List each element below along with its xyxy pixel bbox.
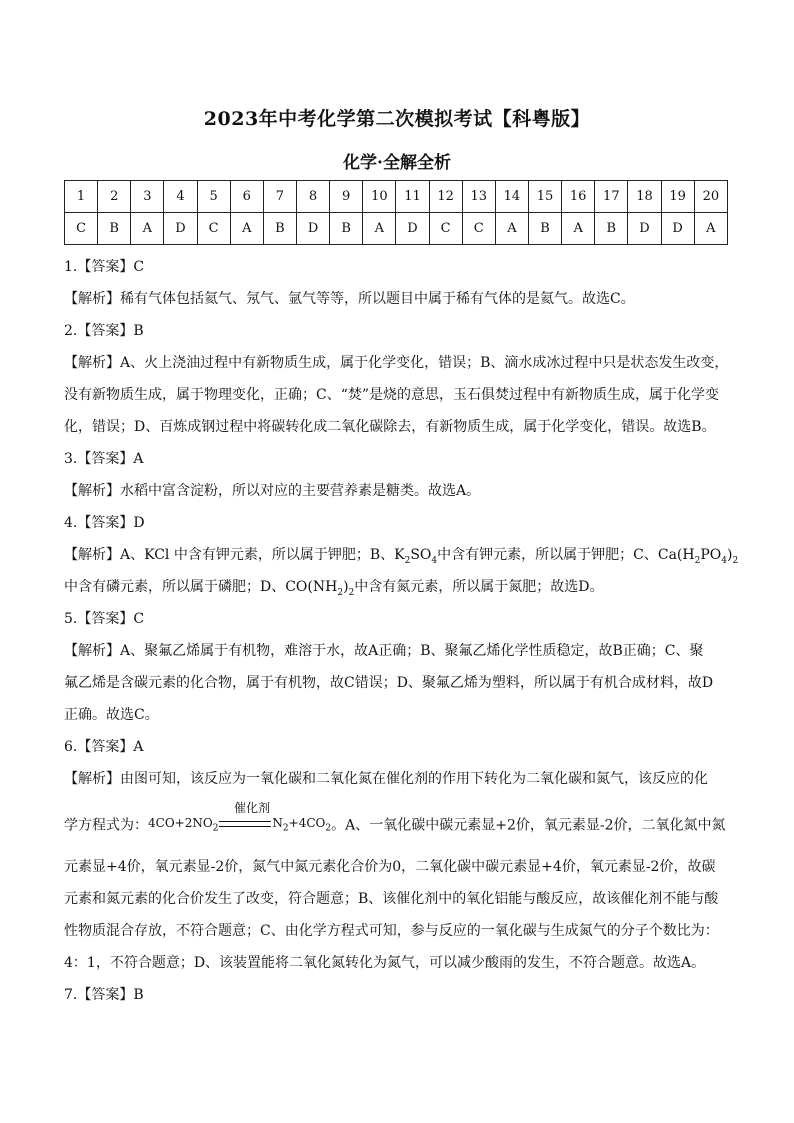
answer-letter: D <box>661 213 694 245</box>
q4-answer: 4.【答案】D <box>64 515 145 531</box>
answer-number: 13 <box>462 181 495 213</box>
q6-answer: 6.【答案】A <box>64 739 144 755</box>
answer-letter: B <box>263 213 296 245</box>
answer-number: 20 <box>694 181 727 213</box>
answer-number: 14 <box>495 181 528 213</box>
answer-letter: A <box>363 213 396 245</box>
eq-right1: N <box>272 816 283 830</box>
answer-number: 10 <box>363 181 396 213</box>
q6-analysis-line: 元素和氮元素的化合价发生了改变，符合题意；B、该催化剂中的氧化铝能与酸反应，故该催化剂不能与酸 <box>64 891 719 907</box>
q1-analysis: 【解析】稀有气体包括氦气、氖气、氩气等等，所以题目中属于稀有气体的是氦气。故选C。 <box>64 291 635 307</box>
answer-letter: A <box>562 213 595 245</box>
q4-text: ) <box>726 547 733 563</box>
chemical-equation <box>148 795 331 856</box>
answer-number: 3 <box>131 181 164 213</box>
eq-right1-sub: 2 <box>282 823 289 834</box>
answer-letter: A <box>230 213 263 245</box>
answer-letter: B <box>528 213 561 245</box>
q4-text: 【解析】A、KCl 中含有钾元素，所以属于钾肥；B、K <box>64 547 405 563</box>
answer-letter: A <box>131 213 164 245</box>
answer-letter: D <box>628 213 661 245</box>
q5-answer: 5.【答案】C <box>64 611 145 627</box>
answer-number: 11 <box>396 181 429 213</box>
q4-sub: 2 <box>404 555 411 566</box>
q4-sub: 2 <box>694 555 701 566</box>
answer-number: 17 <box>595 181 628 213</box>
answer-letter: C <box>462 213 495 245</box>
q2-answer: 2.【答案】B <box>64 323 144 339</box>
q4-text: 中含有磷元素，所以属于磷肥；D、CO(NH <box>64 579 338 595</box>
answer-letter: B <box>595 213 628 245</box>
answer-table <box>64 180 728 245</box>
answer-number: 5 <box>197 181 230 213</box>
q2-analysis-line: 化，错误；D、百炼成钢过程中将碳转化成二氧化碳除去，有新物质生成，属于化学变化，错误。故选B。 <box>64 419 716 435</box>
answer-number: 2 <box>98 181 131 213</box>
q2-analysis-line: 没有新物质生成，属于物理变化，正确；C、“焚”是烧的意思，玉石俱焚过程中有新物质生成，属于化学变 <box>64 387 720 403</box>
answer-number: 12 <box>429 181 462 213</box>
q5-analysis-line: 【解析】A、聚氟乙烯属于有机物，难溶于水，故A正确；B、聚氟乙烯化学性质稳定，故B正确；C、聚 <box>64 643 704 659</box>
answer-number: 16 <box>562 181 595 213</box>
q4-text: ) <box>343 579 349 595</box>
q4-sub: 2 <box>348 587 355 598</box>
answer-table-answer-row <box>65 213 728 245</box>
answer-number: 4 <box>164 181 197 213</box>
answer-number: 18 <box>628 181 661 213</box>
page-subtitle: 化学·全解全析 <box>343 153 451 173</box>
answer-number: 7 <box>263 181 296 213</box>
q6-analysis-line: 性物质混合存放，不符合题意；C、由化学方程式可知，参与反应的一氧化碳与生成氮气的分子个数比为： <box>64 923 719 939</box>
answer-letter: C <box>65 213 98 245</box>
eq-left: 4CO+2NO <box>148 816 213 830</box>
answer-explanations <box>64 251 739 1011</box>
answer-table-number-row <box>65 181 728 213</box>
eq-right2: +4CO <box>288 816 326 830</box>
q4-analysis-line <box>64 571 732 603</box>
answer-letter: C <box>429 213 462 245</box>
q6-analysis-line: 【解析】由图可知，该反应为一氧化碳和二氧化氮在催化剂的作用下转化为二氧化碳和氮气，该反应的化 <box>64 771 708 787</box>
eq-catalyst-label: 催化剂 <box>234 801 271 815</box>
q6-equation-line <box>64 795 732 851</box>
answer-letter: D <box>296 213 329 245</box>
answer-number: 1 <box>65 181 98 213</box>
q4-sub: 4 <box>431 555 438 566</box>
q4-sub: 4 <box>721 555 727 566</box>
q4-text: PO <box>700 547 722 563</box>
q3-answer: 3.【答案】A <box>64 451 144 467</box>
answer-letter: A <box>694 213 727 245</box>
answer-number: 19 <box>661 181 694 213</box>
q4-sub: 2 <box>337 587 344 598</box>
answer-letter: B <box>330 213 363 245</box>
answer-number: 9 <box>330 181 363 213</box>
q4-text: 中含有钾元素，所以属于钾肥；C、Ca(H <box>437 547 695 563</box>
q3-analysis: 【解析】水稻中富含淀粉，所以对应的主要营养素是糖类。故选A。 <box>64 483 481 499</box>
answer-letter: C <box>197 213 230 245</box>
eq-left-sub: 2 <box>212 823 219 834</box>
q6-eq-suffix: 。A、一氧化碳中碳元素显+2价，氧元素显-2价，二氧化氮中氮 <box>331 817 726 834</box>
answer-letter: D <box>164 213 197 245</box>
q6-analysis-line: 4：1，不符合题意；D、该装置能将二氧化氮转化为氮气，可以减少酸雨的发生，不符合题意。故选A。 <box>64 955 706 971</box>
answer-number: 6 <box>230 181 263 213</box>
q7-answer: 7.【答案】B <box>64 987 144 1003</box>
q4-analysis-line <box>64 539 739 571</box>
q6-eq-prefix: 学方程式为： <box>64 817 148 834</box>
q4-text: 中含有氮元素，所以属于氮肥；故选D。 <box>354 579 604 595</box>
q1-answer: 1.【答案】C <box>64 259 145 275</box>
answer-number: 8 <box>296 181 329 213</box>
q6-analysis-line: 元素显+4价，氧元素显-2价，氮气中氮元素化合价为0，二氧化碳中碳元素显+4价，氧元素显-2价，故碳 <box>64 859 716 875</box>
answer-letter: D <box>396 213 429 245</box>
answer-number: 15 <box>528 181 561 213</box>
q5-analysis-line: 正确。故选C。 <box>64 707 159 723</box>
page-title: 2023年中考化学第二次模拟考试【科粤版】 <box>203 108 591 130</box>
q5-analysis-line: 氟乙烯是含碳元素的化合物，属于有机物，故C错误；D、聚氟乙烯为塑料，所以属于有机合成材料，故D <box>64 675 714 691</box>
q2-analysis-line: 【解析】A、火上浇油过程中有新物质生成，属于化学变化，错误；B、滴水成冰过程中只是状态发生改变， <box>64 355 729 371</box>
answer-letter: B <box>98 213 131 245</box>
eq-right2-sub: 2 <box>325 823 332 834</box>
q4-text: SO <box>410 547 432 563</box>
answer-letter: A <box>495 213 528 245</box>
q4-sub: 2 <box>732 555 739 566</box>
